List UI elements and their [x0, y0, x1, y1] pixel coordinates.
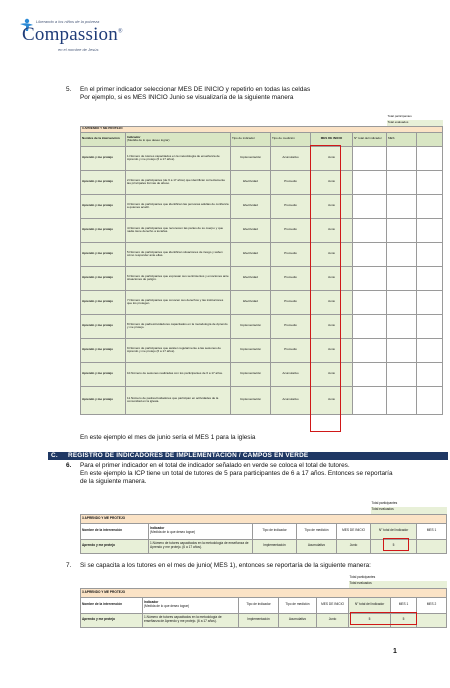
table-cell[interactable]: [387, 314, 417, 338]
total-evaluated-label: Total evaluados: [349, 581, 447, 588]
table-cell: Aprendo y me protejo: [81, 266, 126, 290]
col-total: N° total del indicador: [349, 597, 391, 613]
total-participants-label: Total participantes: [371, 500, 398, 505]
logo-subline: en el nombre de Jesús: [58, 47, 99, 52]
table-cell: 8.Número de padres/cuidadores capacitados en la metodología de Aprendo y me protejo.: [126, 314, 231, 338]
table-title: 3 APRENDO Y ME PROTEJO: [81, 588, 447, 597]
table-cell[interactable]: [353, 386, 387, 414]
table-row: [81, 218, 443, 242]
table-cell: Promedio: [271, 242, 311, 266]
table-cell[interactable]: [387, 266, 417, 290]
total-participants-label: Total participantes: [387, 114, 412, 119]
col-intervention: Nombre de la intervención: [81, 597, 143, 613]
compassion-logo: [18, 18, 123, 54]
table-cell: Implementación: [231, 314, 271, 338]
table-cell: Aprendo y me protejo: [81, 170, 126, 194]
table-cell: Implementación: [231, 338, 271, 362]
table-row: [81, 290, 443, 314]
indicator-table-example-2: [80, 500, 447, 554]
col-mes-1: MES 1: [391, 597, 417, 613]
col-measure: Tipo de medición: [271, 132, 311, 146]
table-cell: Implementación: [231, 386, 271, 414]
col-start-month: MES DE INICIO: [317, 597, 349, 613]
table-cell: Promedio: [271, 194, 311, 218]
table-cell[interactable]: [353, 146, 387, 170]
table-cell[interactable]: [387, 338, 417, 362]
col-indicator: Indicador (Medida de lo que deseo lograr): [149, 523, 253, 539]
start-month-cell[interactable]: Junio: [311, 146, 353, 170]
step-6-number: 6.: [66, 462, 72, 469]
table-cell[interactable]: [417, 194, 443, 218]
highlight-start-month-column: [310, 145, 341, 432]
start-month-cell[interactable]: Junio: [311, 266, 353, 290]
col-type: Tipo de indicador: [253, 523, 297, 539]
table-cell: Aprendo y me protejo: [81, 314, 126, 338]
table-cell[interactable]: [417, 218, 443, 242]
table-cell: Implementación: [231, 362, 271, 386]
table-cell[interactable]: [417, 266, 443, 290]
section-c-header: C. REGISTRO DE INDICADORES DE IMPLEMENTACIÓN / CAMPOS EN VERDE: [48, 452, 448, 460]
table-cell: Promedio: [271, 218, 311, 242]
start-month-cell[interactable]: Junio: [311, 170, 353, 194]
table-cell: 9.Número de participantes que asisten regularmente a las sesiones de Aprendo y me protejo (6 a 17 años).: [126, 338, 231, 362]
start-month-cell[interactable]: Junio: [311, 386, 353, 414]
table-row: [81, 146, 443, 170]
table-cell: 6.Número de participantes que expresan sus sentimientos y emociones ante situaciones de peligro.: [126, 266, 231, 290]
table-cell: Aprendo y me protejo: [81, 338, 126, 362]
total-evaluated-label: Total evaluados: [371, 507, 447, 514]
table-title: 3 APRENDO Y ME PROTEJO: [81, 126, 443, 132]
step-6-line-2: En este ejemplo la ICP tiene un total de tutores de 5 para participantes de 6 a 17 años. Entonces se reportaría: [80, 470, 393, 477]
table-cell: 11.Número de padres/cuidadores que participan en actividades de la comunidad en la iglesia.: [126, 386, 231, 414]
table-cell[interactable]: [353, 290, 387, 314]
indicator-table-example-1: [80, 114, 443, 415]
table-row: [81, 338, 443, 362]
table-cell[interactable]: [353, 218, 387, 242]
table-row: [81, 386, 443, 414]
table-cell[interactable]: [387, 242, 417, 266]
highlight-total-cell: [383, 538, 409, 551]
table-cell: Efectividad: [231, 194, 271, 218]
table-cell: Aprendo y me protejo: [81, 290, 126, 314]
start-month-cell[interactable]: Junio: [311, 218, 353, 242]
table-cell: Aprendo y me protejo: [81, 146, 126, 170]
table-cell: 7.Número de participantes que conocen sus derechos y las instituciones que los protegen.: [126, 290, 231, 314]
page-number: 1: [393, 648, 397, 655]
note-month-1: En este ejemplo el mes de junio sería el MES 1 para la iglesia: [80, 434, 256, 441]
table-cell: Aprendo y me protejo: [81, 362, 126, 386]
col-measure: Tipo de medición: [279, 597, 317, 613]
col-type: Tipo de indicador: [239, 597, 279, 613]
table-cell[interactable]: [387, 170, 417, 194]
table-cell: Efectividad: [231, 290, 271, 314]
start-month-cell[interactable]: Junio: [311, 362, 353, 386]
total-indicator-cell[interactable]: 5: [349, 613, 391, 627]
table-cell: Promedio: [271, 338, 311, 362]
table-cell: Implementación: [231, 146, 271, 170]
table-cell: Aprendo y me protejo: [81, 194, 126, 218]
table-cell: Efectividad: [231, 266, 271, 290]
table-cell: Efectividad: [231, 170, 271, 194]
table-cell[interactable]: [417, 170, 443, 194]
start-month-cell[interactable]: Junio: [311, 194, 353, 218]
table-cell[interactable]: [387, 290, 417, 314]
col-mes-2: MES 2: [417, 597, 447, 613]
table-row: [81, 170, 443, 194]
table-cell[interactable]: [353, 314, 387, 338]
table-cell: 10.Número de sesiones realizadas con los participantes de 6 a 17 años.: [126, 362, 231, 386]
table-row: [81, 242, 443, 266]
table-cell[interactable]: [353, 266, 387, 290]
table-row: [81, 314, 443, 338]
col-intervention: Nombre de la intervención: [81, 523, 149, 539]
step-5-line-2: Por ejemplo, si es MES INICIO Junio se visualizaría de la siguiente manera: [80, 94, 294, 101]
col-total: N° total del indicador: [353, 132, 387, 146]
table-title: 3 APRENDO Y ME PROTEJO: [81, 514, 447, 523]
table-cell: 2.Número de participantes (de 6 a 17 años) que identifican correctamente las principales formas de abuso.: [126, 170, 231, 194]
step-5-number: 5.: [66, 86, 72, 93]
start-month-cell[interactable]: Junio: [311, 290, 353, 314]
table-cell[interactable]: [353, 242, 387, 266]
table-row: Aprendo y me protejo 1.Número de tutores capacitados en la metodología de enseñanza de Aprendo y me protejo. (6 a 17 años). Implementación Acumulativo Junio 5: [81, 539, 447, 553]
table-cell: 3.Número de participantes que identifican las personas adultas de confianza a quienes acudir.: [126, 194, 231, 218]
table-cell[interactable]: [353, 362, 387, 386]
table-cell[interactable]: [387, 194, 417, 218]
table-cell: Acumulativo: [271, 386, 311, 414]
highlight-total-and-mes1-cells: [350, 612, 417, 625]
table-cell: Aprendo y me protejo: [81, 242, 126, 266]
table-row: [81, 194, 443, 218]
col-intervention: Nombre de la intervención: [81, 132, 126, 146]
table-cell: Promedio: [271, 266, 311, 290]
table-cell[interactable]: [417, 146, 443, 170]
col-indicator: Indicador (Medida de lo que deseo lograr): [126, 132, 231, 146]
table-cell[interactable]: [417, 314, 443, 338]
table-cell: Aprendo y me protejo: [81, 218, 126, 242]
table-cell[interactable]: [387, 362, 417, 386]
table-cell[interactable]: [417, 362, 443, 386]
col-mes: MES: [387, 132, 417, 146]
col-indicator: Indicador (Medida de lo que deseo lograr): [143, 597, 239, 613]
col-total: N° total del indicador: [371, 523, 417, 539]
table-cell: Promedio: [271, 290, 311, 314]
table-cell[interactable]: [353, 170, 387, 194]
table-cell[interactable]: [387, 218, 417, 242]
table-cell[interactable]: [353, 338, 387, 362]
col-start-month: MES DE INICIO: [311, 132, 353, 146]
table-row: [81, 362, 443, 386]
logo-tagline: Liberando a los niños de la pobreza: [36, 19, 100, 24]
col-type: Tipo de indicador: [231, 132, 271, 146]
start-month-cell[interactable]: Junio: [311, 242, 353, 266]
table-cell: 1.Número de tutores capacitados en la metodología de enseñanza de Aprendo y me protejo (6 a 17 años).: [126, 146, 231, 170]
table-cell[interactable]: [387, 146, 417, 170]
table-cell: Promedio: [271, 170, 311, 194]
table-cell: Acumulativo: [271, 362, 311, 386]
table-cell: Promedio: [271, 314, 311, 338]
total-participants-label: Total participantes: [349, 574, 376, 579]
table-cell: Acumulativo: [271, 146, 311, 170]
total-indicator-cell[interactable]: 5: [371, 539, 417, 553]
table-cell[interactable]: [417, 338, 443, 362]
mes-1-cell[interactable]: 5: [391, 613, 417, 627]
table-cell: Aprendo y me protejo: [81, 386, 126, 414]
table-cell: 4.Número de participantes que reconocen las partes de su cuerpo y que nadie tiene derecho a tocarlas.: [126, 218, 231, 242]
start-month-cell[interactable]: Junio: [311, 338, 353, 362]
step-5-line-1: En el primer indicador seleccionar MES DE INICIO y repetirlo en todas las celdas: [80, 86, 311, 93]
table-cell[interactable]: [387, 386, 417, 414]
table-row: [81, 266, 443, 290]
table-cell: 5.Número de participantes que identifican situaciones de riesgo y saben cómo responder ante ellas.: [126, 242, 231, 266]
col-measure: Tipo de medición: [297, 523, 337, 539]
table-cell[interactable]: [417, 242, 443, 266]
table-cell[interactable]: [353, 194, 387, 218]
table-row: Aprendo y me protejo 1.Número de tutores capacitados en la metodología de enseñanza de Aprendo y me protejo. (6 a 17 años). Implementación Acumulativo Junio 5 5: [81, 613, 447, 627]
logo-wordmark: Compassion®: [22, 24, 123, 45]
step-7-line-1: Si se capacita a los tutores en el mes de junio( MES 1), entonces se reportaría de la siguiente manera:: [80, 562, 371, 569]
col-start-month: MES DE INICIO: [337, 523, 371, 539]
table-cell: Efectividad: [231, 218, 271, 242]
col-mes-1: MES 1: [417, 523, 447, 539]
step-6-line-3: de la siguiente manera.: [80, 478, 147, 485]
step-7-number: 7.: [66, 562, 72, 569]
table-cell[interactable]: [417, 386, 443, 414]
table-cell[interactable]: [417, 290, 443, 314]
step-6-line-1: Para el primer indicador en el total de indicador señalado en verde se coloca el total de tutores.: [80, 462, 350, 469]
start-month-cell[interactable]: Junio: [311, 314, 353, 338]
total-evaluated-label: Total evaluados: [387, 120, 443, 126]
table-cell: Efectividad: [231, 242, 271, 266]
indicator-table-example-3: [80, 574, 447, 628]
